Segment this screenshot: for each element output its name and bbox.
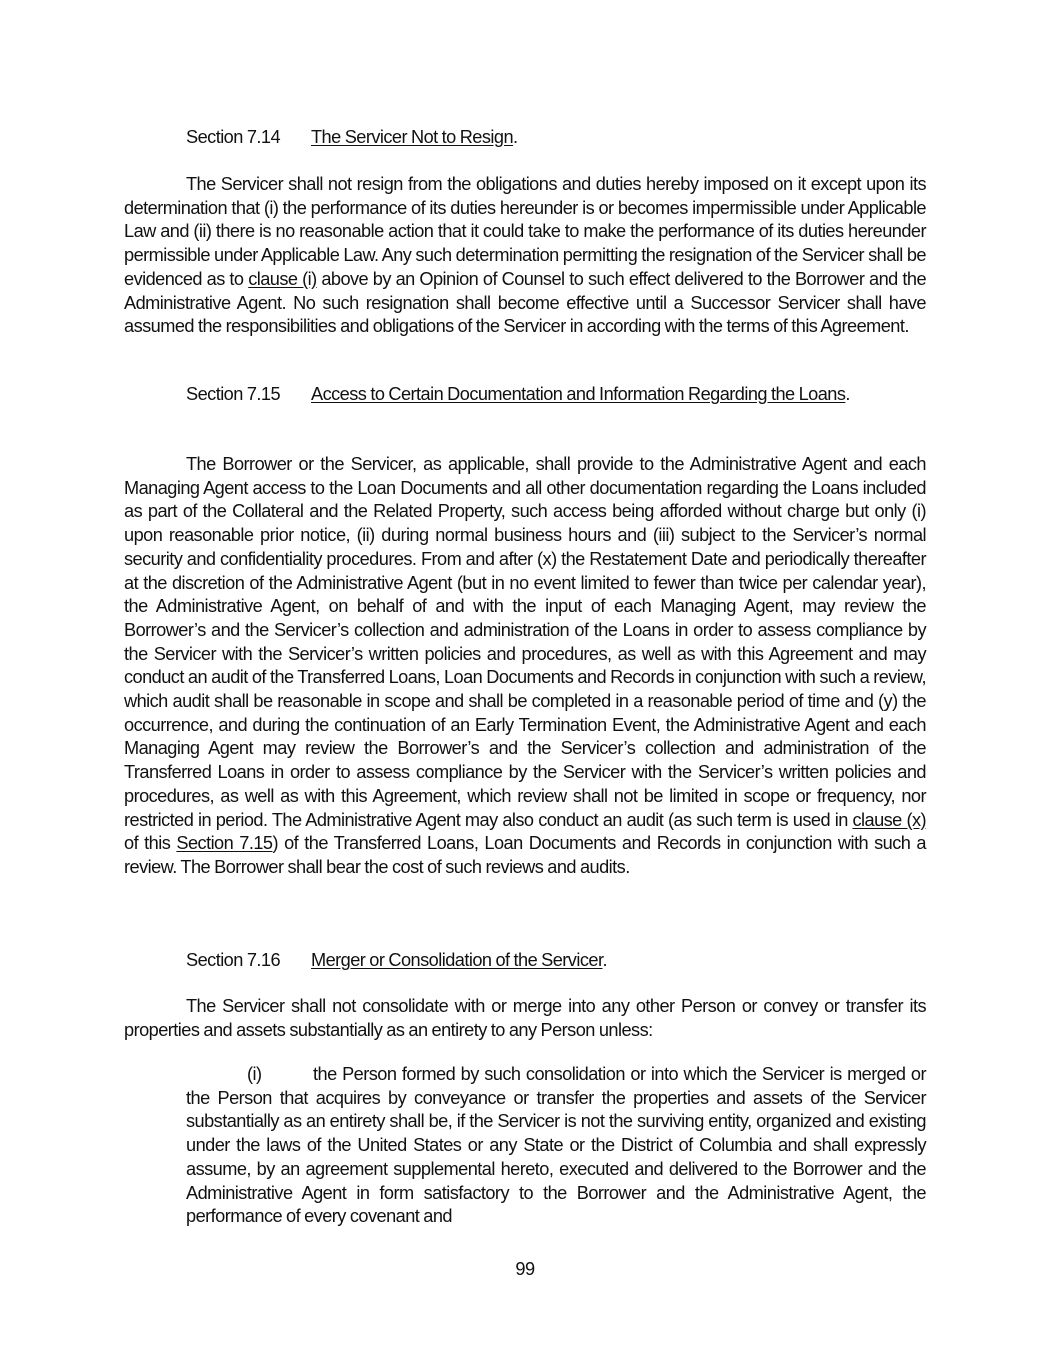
section-heading-7-15: [186, 383, 926, 407]
section-7-15-paragraph: The Borrower or the Servicer, as applicable, shall provide to the Administrative Agent and each Managing Agent access to the Loan Documents and all other documentation regarding the Loans included as part of the Collateral and the Related Property, such access being afforded without charge but only (i) upon reasonable prior notice, (ii) during normal business hours and (iii) subject to the Servicer’s normal security and confidentiality procedures. From and after (x) the Restatement Date and periodically thereafter at the discretion of the Administrative Agent (but in no event limited to fewer than twice per calendar year), the Administrative Agent, on behalf of and with the input of each Managing Agent, may review the Borrower’s and the Servicer’s collection and administration of the Loans in order to assess compliance by the Servicer with the Servicer’s written policies and procedures, as well as with this Agreement and may conduct an audit of the Transferred Loans, Loan Documents and Records in conjunction with such a review, which audit shall be reasonable in scope and shall be completed in a reasonable period of time and (y) the occurrence, and during the continuation of an Early Termination Event, the Administrative Agent and each Managing Agent may review the Borrower’s and the Servicer’s collection and administration of the Transferred Loans in order to assess compliance by the Servicer with the Servicer’s written policies and procedures, as well as with this Agreement, which review shall not be limited in scope or frequency, nor restricted in period. The Administrative Agent may also conduct an audit (as such term is used in clause (x) of this Section 7.15) of the Transferred Loans, Loan Documents and Records in conjunction with such a review. The Borrower shall bear the cost of such reviews and audits.: [124, 454, 927, 877]
section-7-16-paragraph: The Servicer shall not consolidate with or merge into any other Person or convey or transfer its properties and assets substantially as an entirety to any Person unless:: [124, 996, 926, 1040]
section-reference: Section 7.15: [176, 833, 273, 854]
section-number: Section 7.14: [186, 127, 281, 147]
section-heading-7-14: [186, 126, 926, 150]
section-number: Section 7.16: [186, 950, 281, 970]
clause-reference: clause (x): [852, 809, 926, 830]
section-number: Section 7.15: [186, 384, 281, 404]
section-title: Merger or Consolidation of the Servicer.: [311, 950, 607, 970]
section-heading-7-16: [186, 949, 926, 973]
page-number: 99: [515, 1259, 535, 1279]
section-7-14-paragraph: The Servicer shall not resign from the obligations and duties hereby imposed on it except upon its determination that (i) the performance of its duties hereunder is or becomes impermissible under Applicable Law and (ii) there is no reasonable action that it could take to make the performance of its duties hereunder permissible under Applicable Law. Any such determination permitting the resignation of the Servicer shall be evidenced as to clause (i) above by an Opinion of Counsel to such effect delivered to the Borrower and the Administrative Agent. No such resignation shall become effective until a Successor Servicer shall have assumed the responsibilities and obligations of the Servicer in according with the terms of this Agreement.: [124, 174, 927, 337]
clause-i: (i) the Person formed by such consolidation or into which the Servicer is merged or the Person that acquires by conveyance or transfer the properties and assets of the Servicer substantially as an entirety shall be, if the Servicer is not the surviving entity, organized and existing under the laws of the United States or any State or the District of Columbia and shall expressly assume, by an agreement supplemental hereto, executed and delivered to the Borrower and the Administrative Agent in form satisfactory to the Borrower and the Administrative Agent, the performance of every covenant and: [186, 1064, 926, 1227]
section-title: Access to Certain Documentation and Information Regarding the Loans.: [311, 384, 850, 404]
clause-label: (i): [247, 1064, 262, 1084]
clause-reference: clause (i): [248, 268, 317, 289]
section-title: The Servicer Not to Resign.: [311, 127, 518, 147]
